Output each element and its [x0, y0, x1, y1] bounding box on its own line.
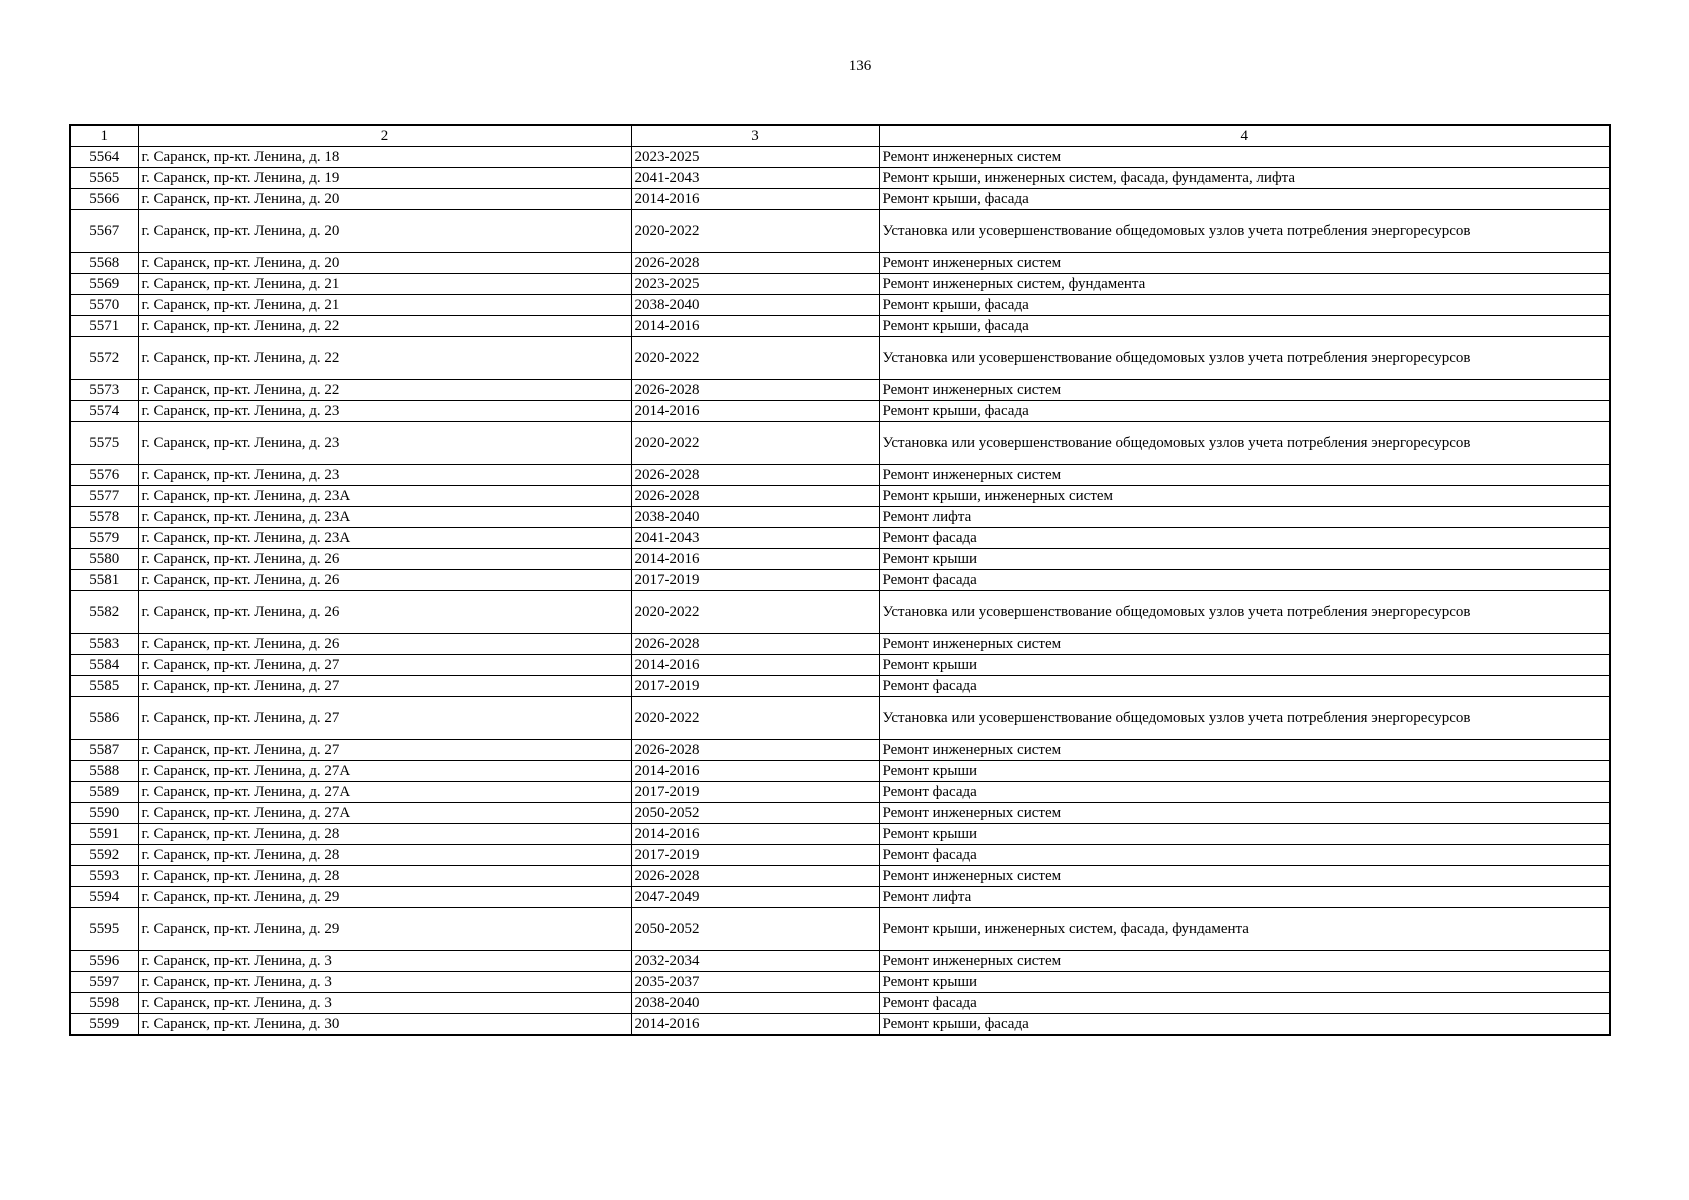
- address-cell: г. Саранск, пр-кт. Ленина, д. 28: [138, 866, 631, 887]
- table-row: [70, 676, 1610, 697]
- table-row: [70, 972, 1610, 993]
- period-cell: 2047-2049: [631, 887, 879, 908]
- row-number-cell: 5567: [70, 210, 138, 253]
- page-number: 136: [848, 58, 872, 74]
- row-number-cell: 5599: [70, 1014, 138, 1036]
- period-cell: 2026-2028: [631, 740, 879, 761]
- period-cell: 2017-2019: [631, 570, 879, 591]
- work-type-cell: Ремонт инженерных систем: [879, 465, 1610, 486]
- work-type-cell: Ремонт лифта: [879, 507, 1610, 528]
- row-number-cell: 5574: [70, 401, 138, 422]
- period-cell: 2014-2016: [631, 655, 879, 676]
- work-type-cell: Установка или усовершенствование общедомовых узлов учета потребления энергоресурсов: [879, 210, 1610, 253]
- table-row: [70, 845, 1610, 866]
- row-number-cell: 5585: [70, 676, 138, 697]
- work-type-cell: Ремонт инженерных систем: [879, 740, 1610, 761]
- row-number-cell: 5588: [70, 761, 138, 782]
- table-row: [70, 528, 1610, 549]
- table-row: [70, 887, 1610, 908]
- work-type-cell: Ремонт крыши: [879, 549, 1610, 570]
- address-cell: г. Саранск, пр-кт. Ленина, д. 27: [138, 740, 631, 761]
- period-cell: 2014-2016: [631, 549, 879, 570]
- table-row: [70, 908, 1610, 951]
- address-cell: г. Саранск, пр-кт. Ленина, д. 3: [138, 993, 631, 1014]
- table-row: [70, 549, 1610, 570]
- work-type-cell: Ремонт инженерных систем: [879, 380, 1610, 401]
- work-type-cell: Ремонт лифта: [879, 887, 1610, 908]
- column-header-1: 1: [70, 125, 138, 147]
- address-cell: г. Саранск, пр-кт. Ленина, д. 26: [138, 549, 631, 570]
- period-cell: 2026-2028: [631, 634, 879, 655]
- table-row: [70, 465, 1610, 486]
- address-cell: г. Саранск, пр-кт. Ленина, д. 3: [138, 951, 631, 972]
- work-type-cell: Ремонт инженерных систем: [879, 866, 1610, 887]
- address-cell: г. Саранск, пр-кт. Ленина, д. 20: [138, 253, 631, 274]
- period-cell: 2020-2022: [631, 591, 879, 634]
- address-cell: г. Саранск, пр-кт. Ленина, д. 22: [138, 380, 631, 401]
- period-cell: 2020-2022: [631, 422, 879, 465]
- row-number-cell: 5576: [70, 465, 138, 486]
- work-type-cell: Ремонт крыши: [879, 655, 1610, 676]
- address-cell: г. Саранск, пр-кт. Ленина, д. 20: [138, 189, 631, 210]
- address-cell: г. Саранск, пр-кт. Ленина, д. 3: [138, 972, 631, 993]
- work-type-cell: Ремонт крыши, инженерных систем, фасада, фундамента: [879, 908, 1610, 951]
- work-type-cell: Ремонт крыши: [879, 972, 1610, 993]
- table-row: [70, 507, 1610, 528]
- work-type-cell: Ремонт крыши, фасада: [879, 1014, 1610, 1036]
- row-number-cell: 5580: [70, 549, 138, 570]
- table-row: [70, 253, 1610, 274]
- address-cell: г. Саранск, пр-кт. Ленина, д. 23А: [138, 528, 631, 549]
- period-cell: 2050-2052: [631, 908, 879, 951]
- work-type-cell: Ремонт инженерных систем: [879, 147, 1610, 168]
- row-number-cell: 5587: [70, 740, 138, 761]
- table-row: [70, 803, 1610, 824]
- table-row: [70, 274, 1610, 295]
- period-cell: 2032-2034: [631, 951, 879, 972]
- row-number-cell: 5583: [70, 634, 138, 655]
- row-number-cell: 5578: [70, 507, 138, 528]
- address-cell: г. Саранск, пр-кт. Ленина, д. 22: [138, 337, 631, 380]
- address-cell: г. Саранск, пр-кт. Ленина, д. 27: [138, 676, 631, 697]
- period-cell: 2038-2040: [631, 993, 879, 1014]
- table-row: [70, 591, 1610, 634]
- work-type-cell: Ремонт фасада: [879, 570, 1610, 591]
- period-cell: 2050-2052: [631, 803, 879, 824]
- column-header-4: 4: [879, 125, 1610, 147]
- row-number-cell: 5570: [70, 295, 138, 316]
- row-number-cell: 5579: [70, 528, 138, 549]
- period-cell: 2026-2028: [631, 486, 879, 507]
- table-row: [70, 634, 1610, 655]
- table-row: [70, 422, 1610, 465]
- period-cell: 2026-2028: [631, 380, 879, 401]
- period-cell: 2017-2019: [631, 845, 879, 866]
- work-type-cell: Ремонт инженерных систем: [879, 803, 1610, 824]
- address-cell: г. Саранск, пр-кт. Ленина, д. 21: [138, 274, 631, 295]
- address-cell: г. Саранск, пр-кт. Ленина, д. 27: [138, 655, 631, 676]
- row-number-cell: 5592: [70, 845, 138, 866]
- row-number-cell: 5591: [70, 824, 138, 845]
- work-type-cell: Ремонт крыши, фасада: [879, 295, 1610, 316]
- work-type-cell: Ремонт фасада: [879, 845, 1610, 866]
- row-number-cell: 5598: [70, 993, 138, 1014]
- address-cell: г. Саранск, пр-кт. Ленина, д. 19: [138, 168, 631, 189]
- row-number-cell: 5589: [70, 782, 138, 803]
- row-number-cell: 5569: [70, 274, 138, 295]
- row-number-cell: 5572: [70, 337, 138, 380]
- address-cell: г. Саранск, пр-кт. Ленина, д. 29: [138, 908, 631, 951]
- work-type-cell: Ремонт крыши, инженерных систем: [879, 486, 1610, 507]
- period-cell: 2023-2025: [631, 147, 879, 168]
- row-number-cell: 5565: [70, 168, 138, 189]
- row-number-cell: 5568: [70, 253, 138, 274]
- work-type-cell: Ремонт фасада: [879, 993, 1610, 1014]
- period-cell: 2014-2016: [631, 401, 879, 422]
- period-cell: 2014-2016: [631, 761, 879, 782]
- address-cell: г. Саранск, пр-кт. Ленина, д. 27А: [138, 782, 631, 803]
- table-header-row: [70, 125, 1610, 147]
- period-cell: 2020-2022: [631, 697, 879, 740]
- table-row: [70, 168, 1610, 189]
- work-type-cell: Ремонт инженерных систем: [879, 253, 1610, 274]
- row-number-cell: 5582: [70, 591, 138, 634]
- address-cell: г. Саранск, пр-кт. Ленина, д. 26: [138, 570, 631, 591]
- period-cell: 2014-2016: [631, 316, 879, 337]
- table-row: [70, 740, 1610, 761]
- period-cell: 2014-2016: [631, 1014, 879, 1036]
- table-row: [70, 951, 1610, 972]
- period-cell: 2038-2040: [631, 295, 879, 316]
- row-number-cell: 5564: [70, 147, 138, 168]
- table-row: [70, 401, 1610, 422]
- table-row: [70, 1014, 1610, 1036]
- work-type-cell: Ремонт крыши: [879, 761, 1610, 782]
- work-type-cell: Ремонт фасада: [879, 676, 1610, 697]
- table-row: [70, 316, 1610, 337]
- period-cell: 2023-2025: [631, 274, 879, 295]
- work-type-cell: Установка или усовершенствование общедомовых узлов учета потребления энергоресурсов: [879, 697, 1610, 740]
- address-cell: г. Саранск, пр-кт. Ленина, д. 23А: [138, 507, 631, 528]
- work-type-cell: Ремонт крыши, фасада: [879, 401, 1610, 422]
- row-number-cell: 5595: [70, 908, 138, 951]
- address-cell: г. Саранск, пр-кт. Ленина, д. 22: [138, 316, 631, 337]
- work-type-cell: Установка или усовершенствование общедомовых узлов учета потребления энергоресурсов: [879, 337, 1610, 380]
- address-cell: г. Саранск, пр-кт. Ленина, д. 27А: [138, 803, 631, 824]
- work-type-cell: Ремонт крыши: [879, 824, 1610, 845]
- row-number-cell: 5594: [70, 887, 138, 908]
- period-cell: 2020-2022: [631, 210, 879, 253]
- address-cell: г. Саранск, пр-кт. Ленина, д. 21: [138, 295, 631, 316]
- column-header-2: 2: [138, 125, 631, 147]
- address-cell: г. Саранск, пр-кт. Ленина, д. 23: [138, 465, 631, 486]
- table-row: [70, 295, 1610, 316]
- address-cell: г. Саранск, пр-кт. Ленина, д. 23А: [138, 486, 631, 507]
- address-cell: г. Саранск, пр-кт. Ленина, д. 30: [138, 1014, 631, 1036]
- period-cell: 2017-2019: [631, 676, 879, 697]
- work-type-cell: Ремонт инженерных систем: [879, 951, 1610, 972]
- work-type-cell: Установка или усовершенствование общедомовых узлов учета потребления энергоресурсов: [879, 591, 1610, 634]
- address-cell: г. Саранск, пр-кт. Ленина, д. 20: [138, 210, 631, 253]
- period-cell: 2035-2037: [631, 972, 879, 993]
- row-number-cell: 5575: [70, 422, 138, 465]
- table-row: [70, 761, 1610, 782]
- row-number-cell: 5566: [70, 189, 138, 210]
- row-number-cell: 5590: [70, 803, 138, 824]
- address-cell: г. Саранск, пр-кт. Ленина, д. 28: [138, 824, 631, 845]
- row-number-cell: 5593: [70, 866, 138, 887]
- work-type-cell: Ремонт крыши, фасада: [879, 316, 1610, 337]
- row-number-cell: 5573: [70, 380, 138, 401]
- row-number-cell: 5571: [70, 316, 138, 337]
- work-type-cell: Ремонт инженерных систем, фундамента: [879, 274, 1610, 295]
- row-number-cell: 5586: [70, 697, 138, 740]
- row-number-cell: 5584: [70, 655, 138, 676]
- period-cell: 2026-2028: [631, 253, 879, 274]
- work-type-cell: Ремонт крыши, инженерных систем, фасада, фундамента, лифта: [879, 168, 1610, 189]
- work-type-cell: Ремонт фасада: [879, 782, 1610, 803]
- register-table: [69, 124, 1611, 1036]
- period-cell: 2014-2016: [631, 189, 879, 210]
- table-row: [70, 380, 1610, 401]
- period-cell: 2038-2040: [631, 507, 879, 528]
- table-row: [70, 782, 1610, 803]
- table-row: [70, 866, 1610, 887]
- table-row: [70, 570, 1610, 591]
- work-type-cell: Ремонт крыши, фасада: [879, 189, 1610, 210]
- table-row: [70, 993, 1610, 1014]
- row-number-cell: 5596: [70, 951, 138, 972]
- table-row: [70, 147, 1610, 168]
- table-row: [70, 337, 1610, 380]
- table-row: [70, 697, 1610, 740]
- row-number-cell: 5581: [70, 570, 138, 591]
- row-number-cell: 5597: [70, 972, 138, 993]
- address-cell: г. Саранск, пр-кт. Ленина, д. 28: [138, 845, 631, 866]
- period-cell: 2014-2016: [631, 824, 879, 845]
- address-cell: г. Саранск, пр-кт. Ленина, д. 23: [138, 422, 631, 465]
- work-type-cell: Установка или усовершенствование общедомовых узлов учета потребления энергоресурсов: [879, 422, 1610, 465]
- period-cell: 2026-2028: [631, 465, 879, 486]
- address-cell: г. Саранск, пр-кт. Ленина, д. 27А: [138, 761, 631, 782]
- address-cell: г. Саранск, пр-кт. Ленина, д. 29: [138, 887, 631, 908]
- address-cell: г. Саранск, пр-кт. Ленина, д. 26: [138, 591, 631, 634]
- table-row: [70, 189, 1610, 210]
- table-row: [70, 486, 1610, 507]
- table-row: [70, 824, 1610, 845]
- address-cell: г. Саранск, пр-кт. Ленина, д. 26: [138, 634, 631, 655]
- period-cell: 2020-2022: [631, 337, 879, 380]
- period-cell: 2041-2043: [631, 528, 879, 549]
- column-header-3: 3: [631, 125, 879, 147]
- period-cell: 2017-2019: [631, 782, 879, 803]
- address-cell: г. Саранск, пр-кт. Ленина, д. 27: [138, 697, 631, 740]
- address-cell: г. Саранск, пр-кт. Ленина, д. 23: [138, 401, 631, 422]
- period-cell: 2041-2043: [631, 168, 879, 189]
- address-cell: г. Саранск, пр-кт. Ленина, д. 18: [138, 147, 631, 168]
- period-cell: 2026-2028: [631, 866, 879, 887]
- table-body: [70, 147, 1610, 1036]
- work-type-cell: Ремонт инженерных систем: [879, 634, 1610, 655]
- table-row: [70, 655, 1610, 676]
- row-number-cell: 5577: [70, 486, 138, 507]
- table-row: [70, 210, 1610, 253]
- work-type-cell: Ремонт фасада: [879, 528, 1610, 549]
